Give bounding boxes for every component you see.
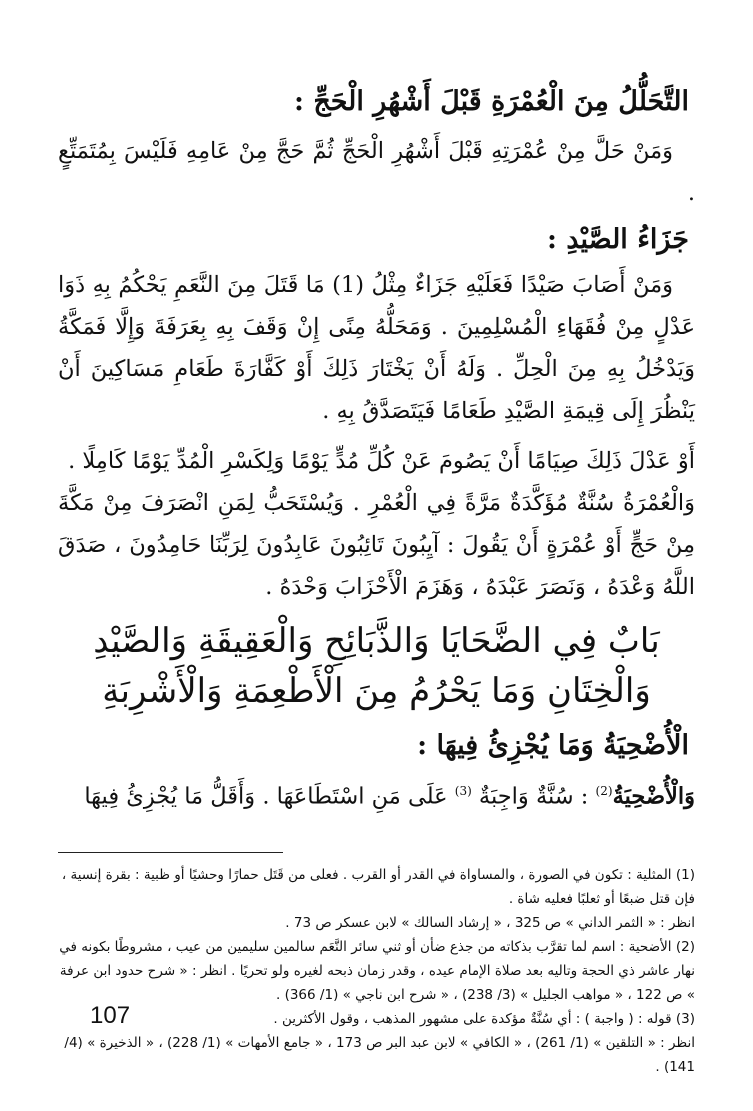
paragraph-adl-siyam: أَوْ عَدْلَ ذَلِكَ صِيَامًا أَنْ يَصُومَ عَنْ كُلِّ مُدٍّ يَوْمًا وَلِكَسْرِ الْمُدِّ يَوْمًا كَامِلًا . [68,448,695,474]
paragraph-jaza-sayd: وَمَنْ أَصَابَ صَيْدًا فَعَلَيْهِ جَزَاءٌ مِثْلُ (1) مَا قَتَلَ مِنَ النَّعَمِ يَحْكُمُ بِهِ ذَوَا عَدْلٍ مِنْ فُقَهَاءِ الْمُسْلِمِينَ . وَمَحَلُّهُ مِنًى إِنْ وَقَفَ بِهِ بِعَرَفَةَ وَإِلَّا فَمَكَّةُ وَيَدْخُلُ بِهِ مِنَ الْحِلِّ . وَلَهُ أَنْ يَخْتَارَ ذَلِكَ أَوْ كَفَّارَةَ طَعَامِ مَسَاكِينَ أَنْ يَنْظُرَ إِلَى قِيمَةِ الصَّيْدِ طَعَامًا فَيَتَصَدَّقُ بِهِ . [58,272,695,424]
footnote-3-reference: انظر : « التلقين » (1/ 261) ، « الكافي » لابن عبد البر ص 173 ، « جامع الأمهات » (1/ 228) ، « الذخيرة » (4/ 141) . [64,1034,695,1075]
section-heading-tahallul: التَّحَلُّلُ مِنَ الْعُمْرَةِ قَبْلَ أَشْهُرِ الْحَجِّ : [293,86,689,117]
footnote-3: (3) قوله : ( واجبة ) : أي سُنَّةٌ مؤكدة على مشهور المذهب ، وقول الأكثرين . [273,1010,695,1027]
section-heading-jaza-sayd: جَزَاءُ الصَّيْدِ : [546,224,689,255]
udhiya-text-part-1: : سُنَّةٌ وَاجِبَةٌ [471,783,596,810]
paragraph-umrah: وَالْعُمْرَةُ سُنَّةٌ مُؤَكَّدَةٌ مَرَّةً فِي الْعُمْرِ . وَيُسْتَحَبُّ لِمَنِ انْصَرَفَ مِنْ مَكَّةَ مِنْ حَجٍّ أَوْ عُمْرَةٍ أَنْ يَقُولَ : آيِبُونَ تَائِبُونَ عَابِدُونَ لِرَبِّنَا حَامِدُونَ ، صَدَقَ اللَّهُ وَعْدَهُ ، وَنَصَرَ عَبْدَهُ ، وَهَزَمَ الْأَحْزَابَ وَحْدَهُ . [58,490,695,600]
chapter-title [58,616,695,716]
footnote-marker-2: (2) [595,784,613,798]
section-heading-udhiya: الْأُضْحِيَةُ وَمَا يُجْزِئُ فِيهَا : [417,730,689,761]
chapter-title-line-2: وَالْخِتَانِ وَمَا يَحْرُمُ مِنَ الْأَطْعِمَةِ وَالْأَشْرِبَةِ [102,671,651,711]
udhiya-lead-word: وَالْأُضْحِيَةُ [612,783,695,810]
footnotes [58,863,695,1079]
footnote-divider [58,852,283,853]
paragraph-tahallul: وَمَنْ حَلَّ مِنْ عُمْرَتِهِ قَبْلَ أَشْهُرِ الْحَجِّ ثُمَّ حَجَّ مِنْ عَامِهِ فَلَيْسَ بِمُتَمَتِّعٍ . [58,138,695,206]
udhiya-text-part-2: عَلَى مَنِ اسْتَطَاعَهَا . وَأَقَلُّ مَا يُجْزِئُ فِيهَا [84,783,455,810]
footnote-marker-3: (3) [454,784,472,798]
footnote-2: (2) الأضحية : اسم لما تقرَّب بذكاته من جذع ضأن أو ثني سائر النَّعَم سالمين سليمين من عيب ، مشروطًا بكونه في نهار عاشر ذي الحجة وتاليه بعد صلاة الإمام عيده ، وقدر زمان ذبحه لغيره ولو تحريًا . انظر : « شرح حدود ابن عرفة » ص 122 ، « مواهب الجليل » (3/ 238) ، « شرح ابن ناجي » (1/ 366) . [59,938,695,1003]
paragraph-udhiya [58,770,695,818]
chapter-title-line-1: بَابٌ فِي الضَّحَايَا وَالذَّبَائِحِ وَالْعَقِيقَةِ وَالصَّيْدِ [93,621,660,661]
footnote-1: (1) المثلية : تكون في الصورة ، والمساواة في القدر أو القرب . فعلى من قَتَل حمارًا وحشيًا أو ظبية : بقرة إنسية ، فإن قتل ضبعًا أو ثعلبًا فعليه شاة . [61,866,695,907]
footnote-1-reference: انظر : « الثمر الداني » ص 325 ، « إرشاد السالك » لابن عسكر ص 73 . [285,914,695,931]
page-number: 107 [90,1002,131,1029]
